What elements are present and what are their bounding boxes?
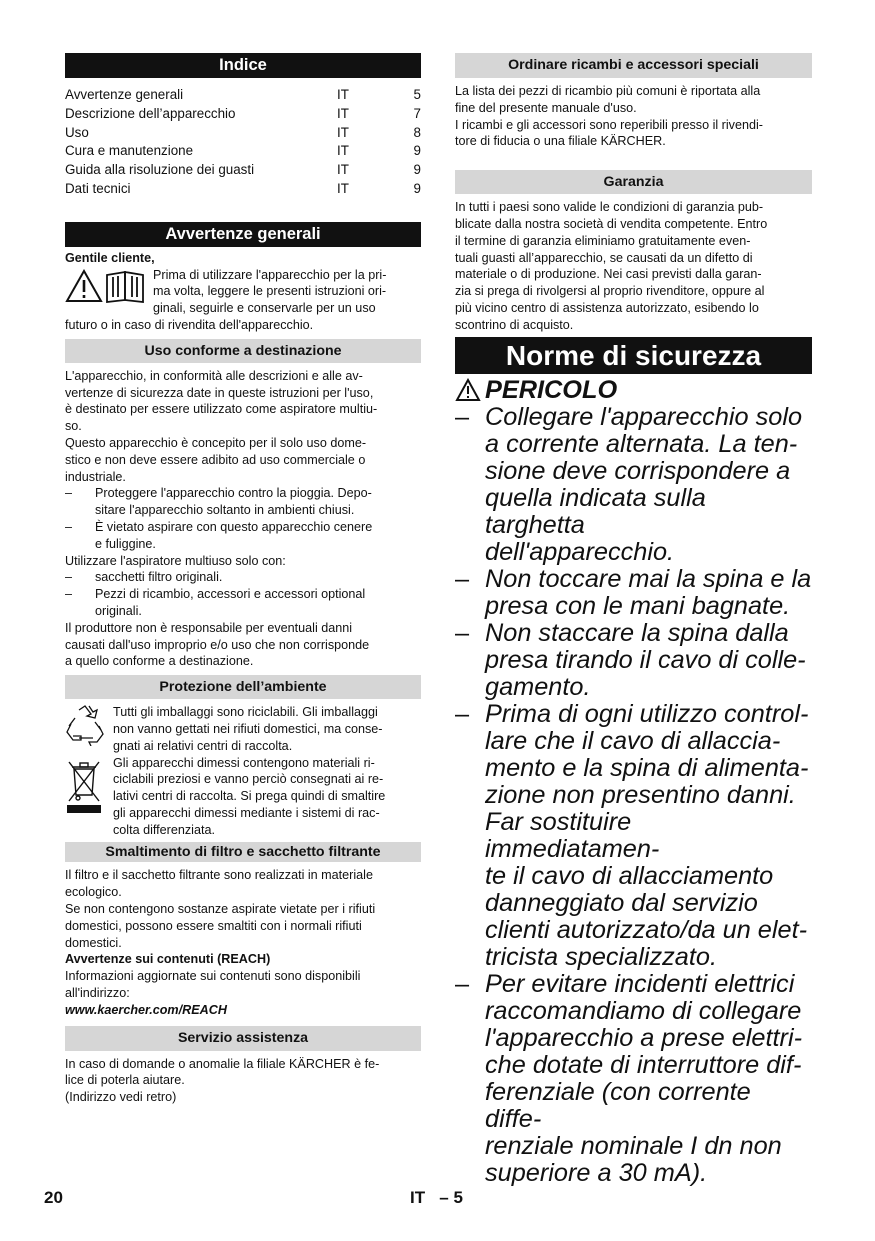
bullet-dash: – <box>65 486 73 501</box>
safety-item <box>455 404 812 566</box>
toc-row-page: 9 <box>413 143 421 159</box>
environment-header <box>65 675 421 699</box>
warranty-title: Garanzia <box>603 174 664 191</box>
text-line: Pezzi di ricambio, accessori e accessori optional <box>95 587 366 602</box>
intended-use-header <box>65 339 421 363</box>
toc-row[interactable] <box>65 124 421 143</box>
text-line: lativi centri di raccolta. Si prega quindi di smaltire <box>113 789 386 804</box>
safety-line: sione deve corrispondere a <box>485 456 791 485</box>
bullet-dash: – <box>455 402 470 431</box>
text-line: vertenze di sicurezza date in queste istruzioni per l'uso, <box>65 385 374 400</box>
safety-line: Collegare l'apparecchio solo <box>485 402 803 431</box>
environment-body <box>65 704 421 838</box>
toc-row-lang: IT <box>337 143 349 159</box>
general-line: ginali, seguirle e conservarle per un uso <box>153 301 376 316</box>
service-title: Servizio assistenza <box>177 1029 309 1046</box>
text-line: Gli apparecchi dimessi contengono materiali ri- <box>113 755 375 770</box>
disposal-body <box>65 867 421 1018</box>
toc-row-lang: IT <box>337 162 349 178</box>
safety-line: superiore a 30 mA). <box>485 1158 708 1187</box>
service-header <box>65 1026 421 1051</box>
toc-row-title: Descrizione dell’apparecchio <box>65 105 236 121</box>
safety-line: Far sostituire immediatamen- <box>485 807 660 863</box>
toc-row[interactable] <box>65 161 421 180</box>
safety-line: clienti autorizzato/da un elet- <box>485 915 808 944</box>
safety-line: che dotate di interruttore dif- <box>485 1050 802 1079</box>
toc-row-title: Guida alla risoluzione dei guasti <box>65 162 255 178</box>
disposal-title: Smaltimento di filtro e sacchetto filtrante <box>105 844 381 861</box>
general-icon-row <box>65 267 421 317</box>
weee-row <box>65 755 421 839</box>
text-line: lice di poterla aiutare. <box>65 1073 185 1088</box>
safety-item <box>455 971 812 1187</box>
text-line: Il produttore non è responsabile per eventuali danni <box>65 620 353 635</box>
reach-link[interactable]: www.kaercher.com/REACH <box>65 1002 227 1017</box>
text-line: ecologico. <box>65 885 122 900</box>
text-line: so. <box>65 419 82 434</box>
text-line: Tutti gli imballaggi sono riciclabili. Gli imballaggi <box>113 705 378 720</box>
safety-header <box>455 337 812 374</box>
safety-line: dell'apparecchio. <box>485 537 675 566</box>
toc-row[interactable] <box>65 142 421 161</box>
toc-row-page: 9 <box>413 180 421 196</box>
text-line: Questo apparecchio è concepito per il solo uso dome- <box>65 435 367 450</box>
text-line: ciclabili preziosi e vanno perciò consegnati ai re- <box>113 772 384 787</box>
text-line: scontrino di acquisto. <box>455 317 574 332</box>
toc-row-lang: IT <box>337 180 349 196</box>
text-line: (Indirizzo vedi retro) <box>65 1090 177 1105</box>
general-body <box>65 250 421 334</box>
text-line: Il filtro e il sacchetto filtrante sono realizzati in materiale <box>65 868 373 883</box>
bullet-item <box>65 586 421 620</box>
service-body <box>65 1056 421 1106</box>
warning-manual-icons <box>65 269 149 303</box>
right-column <box>455 53 812 1187</box>
safety-line: quella indicata sulla targhetta <box>485 483 706 539</box>
text-line: materiale o di produzione. Nei casi previsti dalla garan- <box>455 267 762 282</box>
toc-row-page: 9 <box>413 162 421 178</box>
safety-item <box>455 701 812 971</box>
safety-item <box>455 566 812 620</box>
intended-use-body <box>65 368 421 670</box>
text-line: a quello conforme a destinazione. <box>65 654 254 669</box>
bullet-dash: – <box>455 969 470 998</box>
toc-row-title: Cura e manutenzione <box>65 143 194 159</box>
text-line: originali. <box>95 603 142 618</box>
safety-title: Norme di sicurezza <box>505 339 762 371</box>
text-line: gnati ai relativi centri di raccolta. <box>113 738 293 753</box>
warranty-body <box>455 199 812 333</box>
text-line: In caso di domande o anomalie la filiale KÄRCHER è fe- <box>65 1056 380 1071</box>
text-line: domestici, possono essere smaltiti con i normali rifiuti <box>65 918 362 933</box>
recycle-row <box>65 704 421 754</box>
disposal-header <box>65 842 421 862</box>
text-line: e fuliggine. <box>95 536 156 551</box>
safety-line: Per evitare incidenti elettrici <box>485 969 795 998</box>
toc-title: Indice <box>219 56 267 74</box>
crossed-bin-icon <box>65 755 113 839</box>
general-line-last: futuro o in caso di rivendita dell'apparecchio. <box>65 317 314 332</box>
toc-row[interactable] <box>65 86 421 105</box>
toc-header <box>65 53 421 78</box>
safety-line: mento e la spina di alimenta- <box>485 753 809 782</box>
safety-line: tricista specializzato. <box>485 942 717 971</box>
left-column <box>65 53 421 1106</box>
text-line: I ricambi e gli accessori sono reperibili presso il rivendi- <box>455 117 763 132</box>
manual-book-icon <box>107 272 143 302</box>
text-line: In tutti i paesi sono valide le condizioni di garanzia pub- <box>455 200 764 215</box>
general-line: ma volta, leggere le presenti istruzioni ori- <box>153 284 387 299</box>
safety-line: presa con le mani bagnate. <box>485 591 791 620</box>
safety-line: te il cavo di allacciamento <box>485 861 774 890</box>
safety-line: raccomandiamo di collegare <box>485 996 802 1025</box>
danger-heading <box>455 376 812 404</box>
safety-line: presa tirando il cavo di colle- <box>485 645 806 674</box>
bullet-dash: – <box>65 570 73 585</box>
safety-line: danneggiato dal servizio <box>485 888 758 917</box>
toc-row-page: 8 <box>413 124 421 140</box>
safety-item <box>455 620 812 701</box>
text-line: all'indirizzo: <box>65 986 130 1001</box>
intended-use-title: Uso conforme a destinazione <box>144 342 342 359</box>
text-line: sitare l'apparecchio soltanto in ambienti chiusi. <box>95 503 355 518</box>
general-line: Prima di utilizzare l'apparecchio per la pri- <box>153 267 387 282</box>
reach-title: Avvertenze sui contenuti (REACH) <box>65 952 271 967</box>
greeting: Gentile cliente, <box>65 250 155 265</box>
bullet-dash: – <box>65 587 73 602</box>
text-line: causati dall'uso improprio e/o uso che non corrisponde <box>65 637 370 652</box>
safety-line: lare che il cavo di allaccia- <box>485 726 781 755</box>
text-line: sacchetti filtro originali. <box>95 570 223 585</box>
text-line: Se non contengono sostanze aspirate vietate per i rifiuti <box>65 902 376 917</box>
toc-row[interactable] <box>65 180 421 199</box>
danger-label: PERICOLO <box>485 375 618 404</box>
bullet-dash: – <box>65 519 73 534</box>
safety-line: Non toccare mai la spina e la <box>485 564 812 593</box>
toc-list <box>65 86 421 199</box>
bullet-dash: – <box>455 699 470 728</box>
page-number: 20 <box>44 1188 63 1207</box>
text-line: è destinato per essere utilizzato come aspiratore multiu- <box>65 402 378 417</box>
bullet-item <box>65 519 421 553</box>
toc-row[interactable] <box>65 105 421 124</box>
toc-row-lang: IT <box>337 105 349 121</box>
text-line: La lista dei pezzi di ricambio più comuni è riportata alla <box>455 84 761 98</box>
safety-line: renziale nominale I dn non <box>485 1131 782 1160</box>
text-line: gli apparecchi dimessi mediante i sistemi di rac- <box>113 805 380 820</box>
toc-row-lang: IT <box>337 124 349 140</box>
text-line: blicate dalla nostra società di vendita competente. Entro <box>455 216 768 231</box>
footer-lang-page: IT – 5 <box>410 1188 463 1207</box>
safety-line: zione non presentino danni. <box>485 780 796 809</box>
text-line: il termine di garanzia eliminiamo gratuitamente even- <box>455 233 751 248</box>
toc-row-title: Avvertenze generali <box>65 87 184 102</box>
text-line: più vicino centro di assistenza autorizzato, esibendo lo <box>455 300 759 315</box>
text-line: domestici. <box>65 935 122 950</box>
general-intro <box>153 267 421 317</box>
toc-row-lang: IT <box>337 87 349 102</box>
bullet-dash: – <box>455 618 470 647</box>
text-line: non vanno gettati nei rifiuti domestici, ma conse- <box>113 721 383 736</box>
toc-row-title: Dati tecnici <box>65 180 131 196</box>
text-line: colta differenziata. <box>113 822 215 837</box>
text-line: stico e non deve essere adibito ad uso commerciale o <box>65 452 366 467</box>
toc-row-page: 7 <box>413 105 421 121</box>
general-header <box>65 222 421 247</box>
warranty-header <box>455 170 812 194</box>
safety-line: a corrente alternata. La ten- <box>485 429 798 458</box>
text-line: È vietato aspirare con questo apparecchio cenere <box>95 519 373 534</box>
text-line: L'apparecchio, in conformità alle descrizioni e alle av- <box>65 368 363 383</box>
parts-header <box>455 53 812 78</box>
text-line: industriale. <box>65 469 126 484</box>
recycle-icon <box>65 704 113 754</box>
text-line: Utilizzare l'aspiratore multiuso solo con: <box>65 553 286 568</box>
toc-row-page: 5 <box>413 87 421 102</box>
safety-line: gamento. <box>485 672 591 701</box>
general-title: Avvertenze generali <box>165 224 321 243</box>
general-icons <box>65 267 153 317</box>
safety-line: Prima di ogni utilizzo control- <box>485 699 809 728</box>
bullet-dash: – <box>455 564 470 593</box>
bullet-item <box>65 485 421 519</box>
safety-line: l'apparecchio a prese elettri- <box>485 1023 802 1052</box>
text-line: Informazioni aggiornate sui contenuti sono disponibili <box>65 969 361 984</box>
parts-title: Ordinare ricambi e accessori speciali <box>508 57 759 73</box>
toc-row-title: Uso <box>65 124 89 140</box>
text-line: Proteggere l'apparecchio contro la pioggia. Depo- <box>95 486 372 501</box>
danger-warning-icon <box>455 378 481 402</box>
safety-line: ferenziale (con corrente diffe- <box>485 1077 751 1133</box>
safety-line: Non staccare la spina dalla <box>485 618 789 647</box>
text-line: tore di fiducia o una filiale KÄRCHER. <box>455 134 666 149</box>
environment-title: Protezione dell’ambiente <box>159 679 327 696</box>
warning-triangle-icon <box>67 271 101 301</box>
text-line: fine del presente manuale d'uso. <box>455 100 637 115</box>
text-line: zia si prega di rivolgersi al proprio rivenditore, oppure al <box>455 284 765 299</box>
bullet-item <box>65 569 421 586</box>
safety-list <box>455 404 812 1187</box>
text-line: tuali guasti all’apparecchio, se causati da un difetto di <box>455 250 753 265</box>
parts-body <box>455 83 812 150</box>
